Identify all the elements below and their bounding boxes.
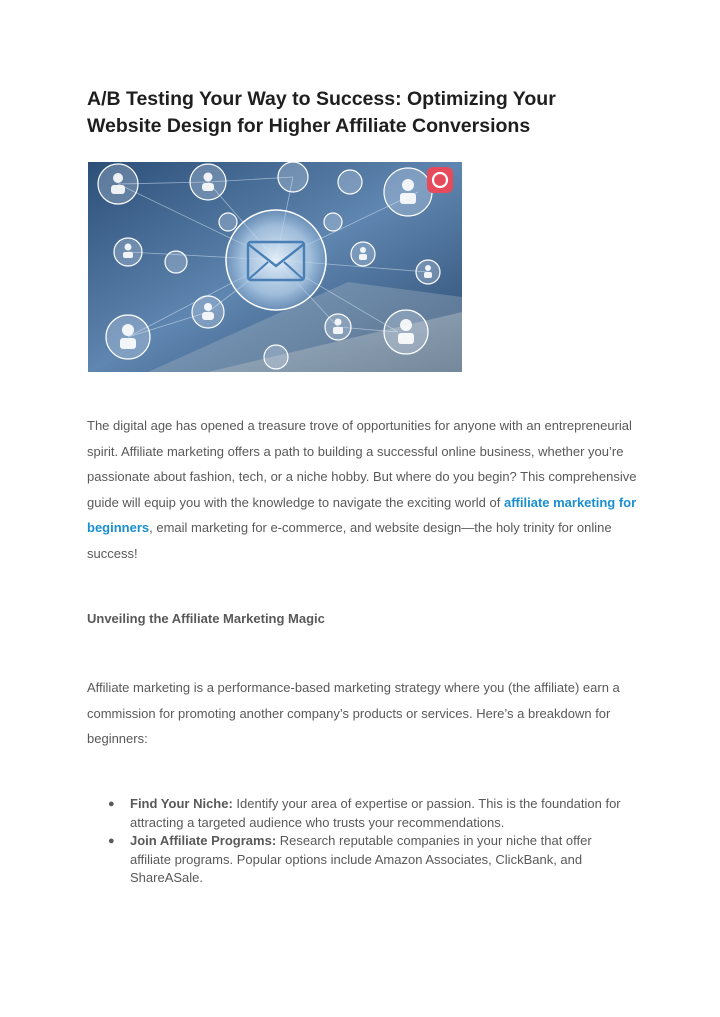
bullet-lead: Find Your Niche:	[130, 796, 233, 811]
bullet-icon: ●	[108, 835, 115, 847]
list-item	[108, 832, 630, 888]
article-title	[87, 86, 647, 140]
bullet-icon: ●	[108, 798, 115, 810]
bullet-text: Identify your area of expertise or passion. This is the foundation for attracting a targeted audience who trusts your recommendations.	[130, 796, 621, 830]
list-item	[108, 795, 630, 832]
bullet-lead: Join Affiliate Programs:	[130, 833, 277, 848]
bullet-text: Research reputable companies in your niche that offer affiliate programs. Popular options include Amazon Associates, ClickBank, and ShareASale.	[130, 833, 592, 885]
section-heading: Unveiling the Affiliate Marketing Magic	[87, 611, 325, 626]
bullet-list	[108, 795, 630, 888]
email-network-illustration-icon	[88, 162, 462, 372]
article-title-line-2: Website Design for Higher Affiliate Conversions	[87, 115, 531, 137]
intro-paragraph	[87, 413, 647, 567]
hero-image	[88, 162, 462, 372]
section-paragraph: Affiliate marketing is a performance-based marketing strategy where you (the affiliate) earn a commission for promoting another company’s products or services. Here’s a breakdown for beginners:	[87, 680, 620, 747]
affiliate-marketing-link[interactable]: affiliate marketing for beginners	[87, 494, 637, 536]
intro-text-before-link: The digital age has opened a treasure trove of opportunities for anyone with an entrepreneurial spirit. Affiliate marketing offers a path to building a successful online business, whether you’re passionate about fashion, tech, or a niche hobby. But where do you begin? This comprehensive guide will equip you with the knowledge to navigate the exciting world of	[87, 418, 637, 510]
intro-text-after-link: , email marketing for e-commerce, and website design—the holy trinity for online success!	[87, 520, 612, 561]
article-title-line-1: A/B Testing Your Way to Success: Optimizing Your	[87, 88, 556, 110]
